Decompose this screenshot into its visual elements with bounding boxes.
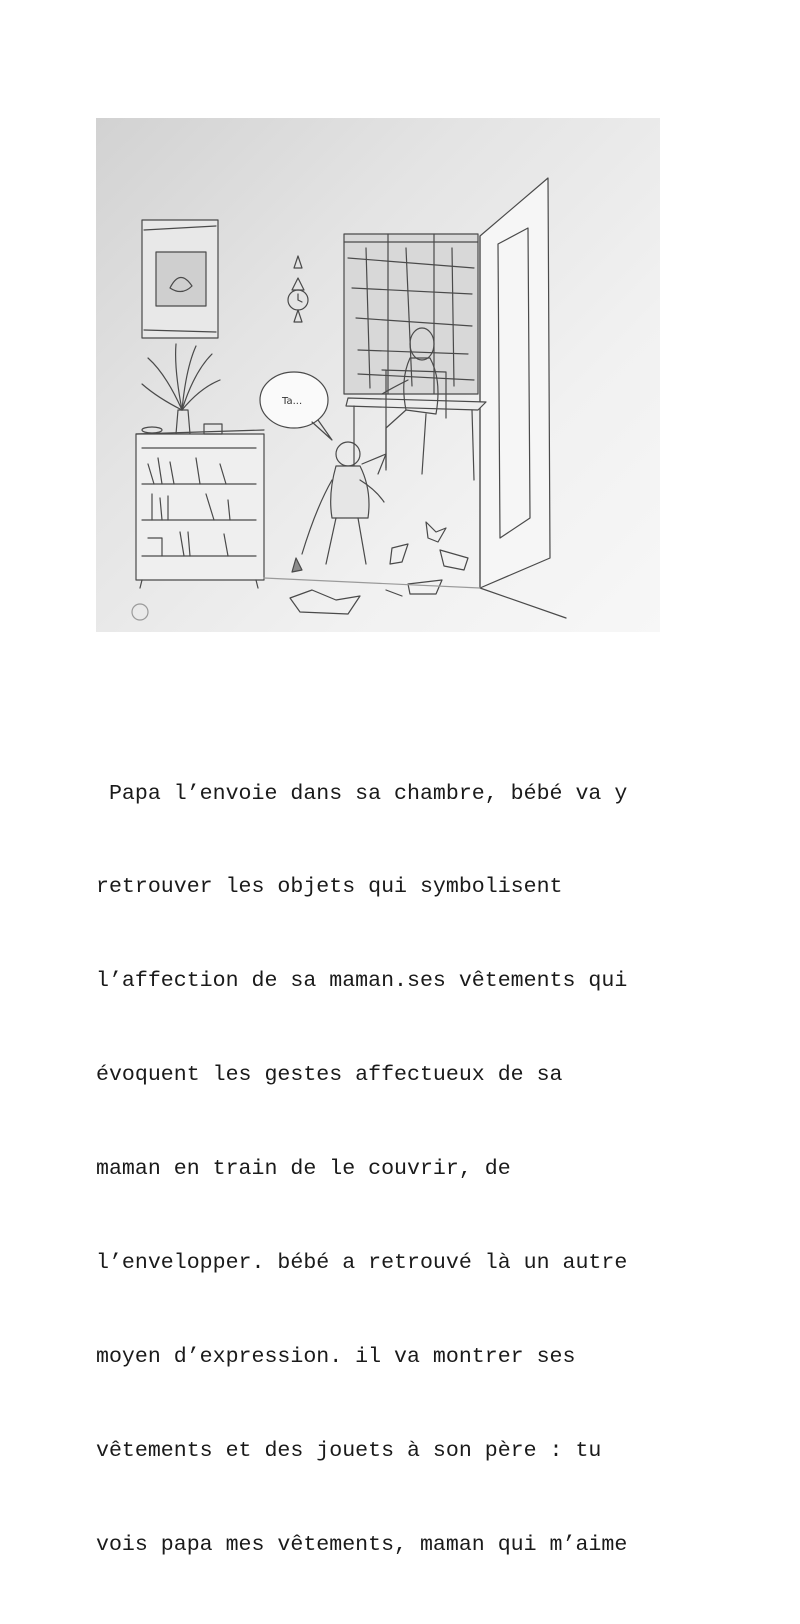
- paragraph-line: vêtements et des jouets à son père : tu: [96, 1438, 602, 1463]
- body-paragraph: [96, 716, 736, 1624]
- paragraph-line: l’envelopper. bébé a retrouvé là un autre: [96, 1251, 628, 1276]
- paragraph-line: moyen d’expression. il va montrer ses: [96, 1344, 576, 1369]
- paragraph-line: vois papa mes vêtements, maman qui m’aime: [96, 1532, 628, 1557]
- paragraph-line: Papa l’envoie dans sa chambre, bébé va y: [96, 781, 628, 806]
- paragraph-line: l’affection de sa maman.ses vêtements qui: [96, 969, 628, 994]
- scattered-clothes: [290, 522, 468, 614]
- sketch-drawing: [96, 118, 660, 632]
- child-figure: [292, 442, 386, 572]
- speech-bubble-text: Ta...: [282, 396, 303, 407]
- paragraph-line: retrouver les objets qui symbolisent: [96, 875, 563, 900]
- wall-clock: [288, 256, 308, 322]
- window: [344, 234, 478, 394]
- plant-in-vase: [142, 344, 220, 434]
- open-door: [480, 178, 566, 618]
- paragraph-line: maman en train de le couvrir, de: [96, 1157, 511, 1182]
- paragraph-line: évoquent les gestes affectueux de sa: [96, 1063, 563, 1088]
- framed-picture: [142, 220, 218, 338]
- pencil-sketch-illustration: [96, 118, 660, 632]
- bookshelf: [136, 424, 264, 588]
